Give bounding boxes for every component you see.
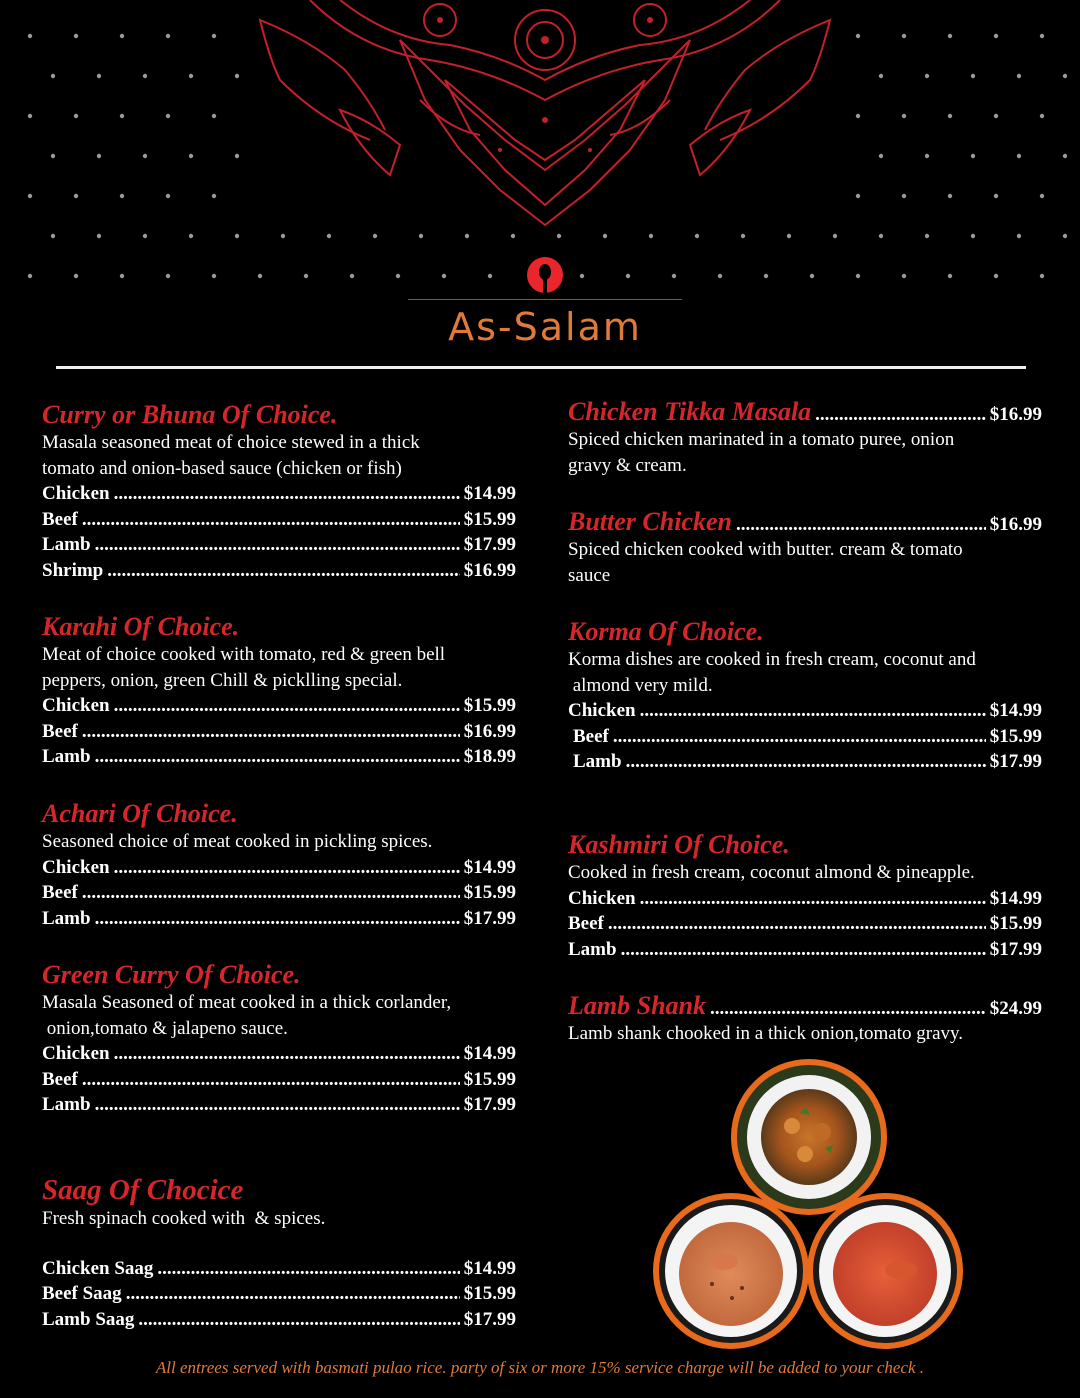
section-desc: Seasoned choice of meat cooked in pickling spices. xyxy=(42,831,433,852)
bg-dot xyxy=(120,194,124,198)
bg-dot xyxy=(212,114,216,118)
menu-item: Beef ..... $15.99 xyxy=(42,1067,516,1093)
bg-dot xyxy=(994,114,998,118)
bg-dot xyxy=(1063,74,1067,78)
bg-dot xyxy=(419,234,423,238)
bg-dot xyxy=(166,34,170,38)
section-price: $16.99 xyxy=(989,514,1042,535)
menu-item: Chicken ..... $15.99 xyxy=(42,693,516,719)
section-title: Kashmiri Of Choice. xyxy=(568,830,790,859)
section-title: Achari Of Choice. xyxy=(42,799,238,828)
bg-dot xyxy=(327,234,331,238)
menu-item: Beef Saag ..... $15.99 xyxy=(42,1281,516,1307)
bg-dot xyxy=(28,194,32,198)
bg-dot xyxy=(994,194,998,198)
bg-dot xyxy=(1040,194,1044,198)
bg-dot xyxy=(902,274,906,278)
bg-dot xyxy=(833,234,837,238)
menu-item: Beef ..... $15.99 xyxy=(42,507,516,533)
bg-dot xyxy=(1017,234,1021,238)
bg-dot xyxy=(143,234,147,238)
bg-dot xyxy=(212,194,216,198)
bg-dot xyxy=(971,74,975,78)
bg-dot xyxy=(1040,114,1044,118)
bg-dot xyxy=(97,154,101,158)
menu-item: Lamb ..... $17.99 xyxy=(568,937,1042,963)
bg-dot xyxy=(879,154,883,158)
bg-dot xyxy=(235,234,239,238)
bg-dot xyxy=(465,234,469,238)
section-price: $24.99 xyxy=(989,998,1042,1019)
bg-dot xyxy=(74,194,78,198)
bg-dot xyxy=(603,234,607,238)
section-title: Korma Of Choice. xyxy=(568,617,764,646)
bg-dot xyxy=(948,114,952,118)
bg-dot xyxy=(971,154,975,158)
bg-dot xyxy=(649,234,653,238)
bg-dot xyxy=(74,34,78,38)
bg-dot xyxy=(948,274,952,278)
section-price: $16.99 xyxy=(989,404,1042,425)
bg-dot xyxy=(212,34,216,38)
bg-dot xyxy=(28,34,32,38)
section-desc: peppers, onion, green Chill & picklling special. xyxy=(42,669,403,691)
header-divider xyxy=(56,366,1026,369)
bg-dot xyxy=(143,74,147,78)
menu-item: Lamb ..... $18.99 xyxy=(42,744,516,770)
bg-dot xyxy=(189,234,193,238)
menu-item: Chicken ..... $14.99 xyxy=(42,1041,516,1067)
menu-section-kashmiri xyxy=(568,830,1042,962)
section-desc: gravy & cream. xyxy=(568,454,687,476)
bg-dot xyxy=(28,114,32,118)
spoon-logo-icon xyxy=(400,255,690,301)
section-desc: Fresh spinach cooked with & spices. xyxy=(42,1208,326,1229)
menu-item: Lamb ..... $17.99 xyxy=(568,749,1042,775)
bg-dot xyxy=(120,114,124,118)
menu-section-butter-chicken xyxy=(568,507,1042,588)
bg-dot xyxy=(120,274,124,278)
menu-item: Lamb ..... $17.99 xyxy=(42,532,516,558)
brand-logo xyxy=(400,255,690,355)
bg-dot xyxy=(925,154,929,158)
section-desc: Masala seasoned meat of choice stewed in a thick xyxy=(42,432,420,453)
food-photo-butter-chicken xyxy=(806,1192,964,1350)
menu-item: Chicken ..... $14.99 xyxy=(568,886,1042,912)
menu-item: Chicken ..... $14.99 xyxy=(42,481,516,507)
bg-dot xyxy=(902,34,906,38)
bg-dot xyxy=(994,274,998,278)
bg-dot xyxy=(74,114,78,118)
bg-dot xyxy=(902,114,906,118)
section-desc: Korma dishes are cooked in fresh cream, coconut and xyxy=(568,649,976,670)
food-photo-karahi xyxy=(730,1058,888,1216)
menu-item: Beef ..... $15.99 xyxy=(568,911,1042,937)
menu-item: Chicken ..... $14.99 xyxy=(568,698,1042,724)
bg-dot xyxy=(304,274,308,278)
bg-dot xyxy=(212,274,216,278)
section-title: Green Curry Of Choice. xyxy=(42,960,301,989)
mandala-ornament xyxy=(250,0,840,230)
bg-dot xyxy=(373,234,377,238)
bg-dot xyxy=(971,234,975,238)
section-desc: Cooked in fresh cream, coconut almond & pineapple. xyxy=(568,862,975,883)
bg-dot xyxy=(810,274,814,278)
section-title: Karahi Of Choice. xyxy=(42,612,240,641)
logo-underline xyxy=(408,299,682,300)
bg-dot xyxy=(787,234,791,238)
menu-section-korma xyxy=(568,617,1042,775)
food-photo-curry xyxy=(652,1192,810,1350)
menu-item: Chicken ..... $14.99 xyxy=(42,855,516,881)
bg-dot xyxy=(557,234,561,238)
bg-dot xyxy=(51,74,55,78)
menu-item: Shrimp ..... $16.99 xyxy=(42,558,516,584)
menu-item: Beef ..... $15.99 xyxy=(42,880,516,906)
bg-dot xyxy=(189,74,193,78)
section-desc: onion,tomato & jalapeno sauce. xyxy=(42,1017,288,1039)
menu-item: Lamb ..... $17.99 xyxy=(42,1092,516,1118)
bg-dot xyxy=(856,114,860,118)
menu-section-curry-bhuna xyxy=(42,400,516,583)
bg-dot xyxy=(511,234,515,238)
bg-dot xyxy=(28,274,32,278)
bg-dot xyxy=(166,114,170,118)
menu-item: Lamb Saag ..... $17.99 xyxy=(42,1307,516,1333)
section-title: Curry or Bhuna Of Choice. xyxy=(42,400,338,429)
section-desc: Lamb shank chooked in a thick onion,tomato gravy. xyxy=(568,1023,964,1044)
footer-note: All entrees served with basmati pulao rice. party of six or more 15% service charge will be added to your check . xyxy=(155,1358,925,1377)
bg-dot xyxy=(143,154,147,158)
bg-dot xyxy=(189,154,193,158)
bg-dot xyxy=(764,274,768,278)
menu-item: Chicken Saag ..... $14.99 xyxy=(42,1256,516,1282)
section-title: Lamb Shank xyxy=(568,991,706,1020)
bg-dot xyxy=(235,74,239,78)
section-desc: Meat of choice cooked with tomato, red & green bell xyxy=(42,644,446,665)
bg-dot xyxy=(166,194,170,198)
bg-dot xyxy=(74,274,78,278)
bg-dot xyxy=(925,74,929,78)
bg-dot xyxy=(51,234,55,238)
bg-dot xyxy=(281,234,285,238)
bg-dot xyxy=(948,34,952,38)
menu-section-achari xyxy=(42,799,516,931)
bg-dot xyxy=(1063,234,1067,238)
bg-dot xyxy=(879,74,883,78)
section-desc: tomato and onion-based sauce (chicken or fish) xyxy=(42,457,402,479)
bg-dot xyxy=(879,234,883,238)
menu-section-saag xyxy=(42,1174,516,1332)
bg-dot xyxy=(856,194,860,198)
bg-dot xyxy=(1017,154,1021,158)
bg-dot xyxy=(856,274,860,278)
section-desc: Spiced chicken marinated in a tomato puree, onion xyxy=(568,429,955,450)
bg-dot xyxy=(695,234,699,238)
menu-section-chicken-tikka-masala xyxy=(568,397,1042,478)
brand-name: As-Salam xyxy=(448,305,642,349)
bg-dot xyxy=(258,274,262,278)
bg-dot xyxy=(51,154,55,158)
menu-item: Lamb ..... $17.99 xyxy=(42,906,516,932)
menu-section-karahi xyxy=(42,612,516,770)
section-desc: sauce xyxy=(568,564,611,586)
menu-section-green-curry xyxy=(42,960,516,1118)
menu-item: Beef ..... $15.99 xyxy=(568,724,1042,750)
bg-dot xyxy=(120,34,124,38)
bg-dot xyxy=(350,274,354,278)
bg-dot xyxy=(1040,34,1044,38)
bg-dot xyxy=(856,34,860,38)
bg-dot xyxy=(235,154,239,158)
section-title: Butter Chicken xyxy=(568,507,732,536)
bg-dot xyxy=(994,34,998,38)
bg-dot xyxy=(1017,74,1021,78)
section-desc: Spiced chicken cooked with butter. cream & tomato xyxy=(568,539,963,560)
section-title: Chicken Tikka Masala xyxy=(568,397,812,426)
bg-dot xyxy=(166,274,170,278)
bg-dot xyxy=(925,234,929,238)
bg-dot xyxy=(948,194,952,198)
bg-dot xyxy=(1040,274,1044,278)
section-title: Saag Of Chocice xyxy=(42,1174,244,1206)
bg-dot xyxy=(1063,154,1067,158)
bg-dot xyxy=(741,234,745,238)
menu-item: Beef ..... $16.99 xyxy=(42,719,516,745)
bg-dot xyxy=(97,74,101,78)
menu-section-lamb-shank xyxy=(568,991,1042,1047)
bg-dot xyxy=(97,234,101,238)
bg-dot xyxy=(718,274,722,278)
section-desc: Masala Seasoned of meat cooked in a thick corlander, xyxy=(42,992,452,1013)
bg-dot xyxy=(902,194,906,198)
section-desc: almond very mild. xyxy=(568,674,713,696)
